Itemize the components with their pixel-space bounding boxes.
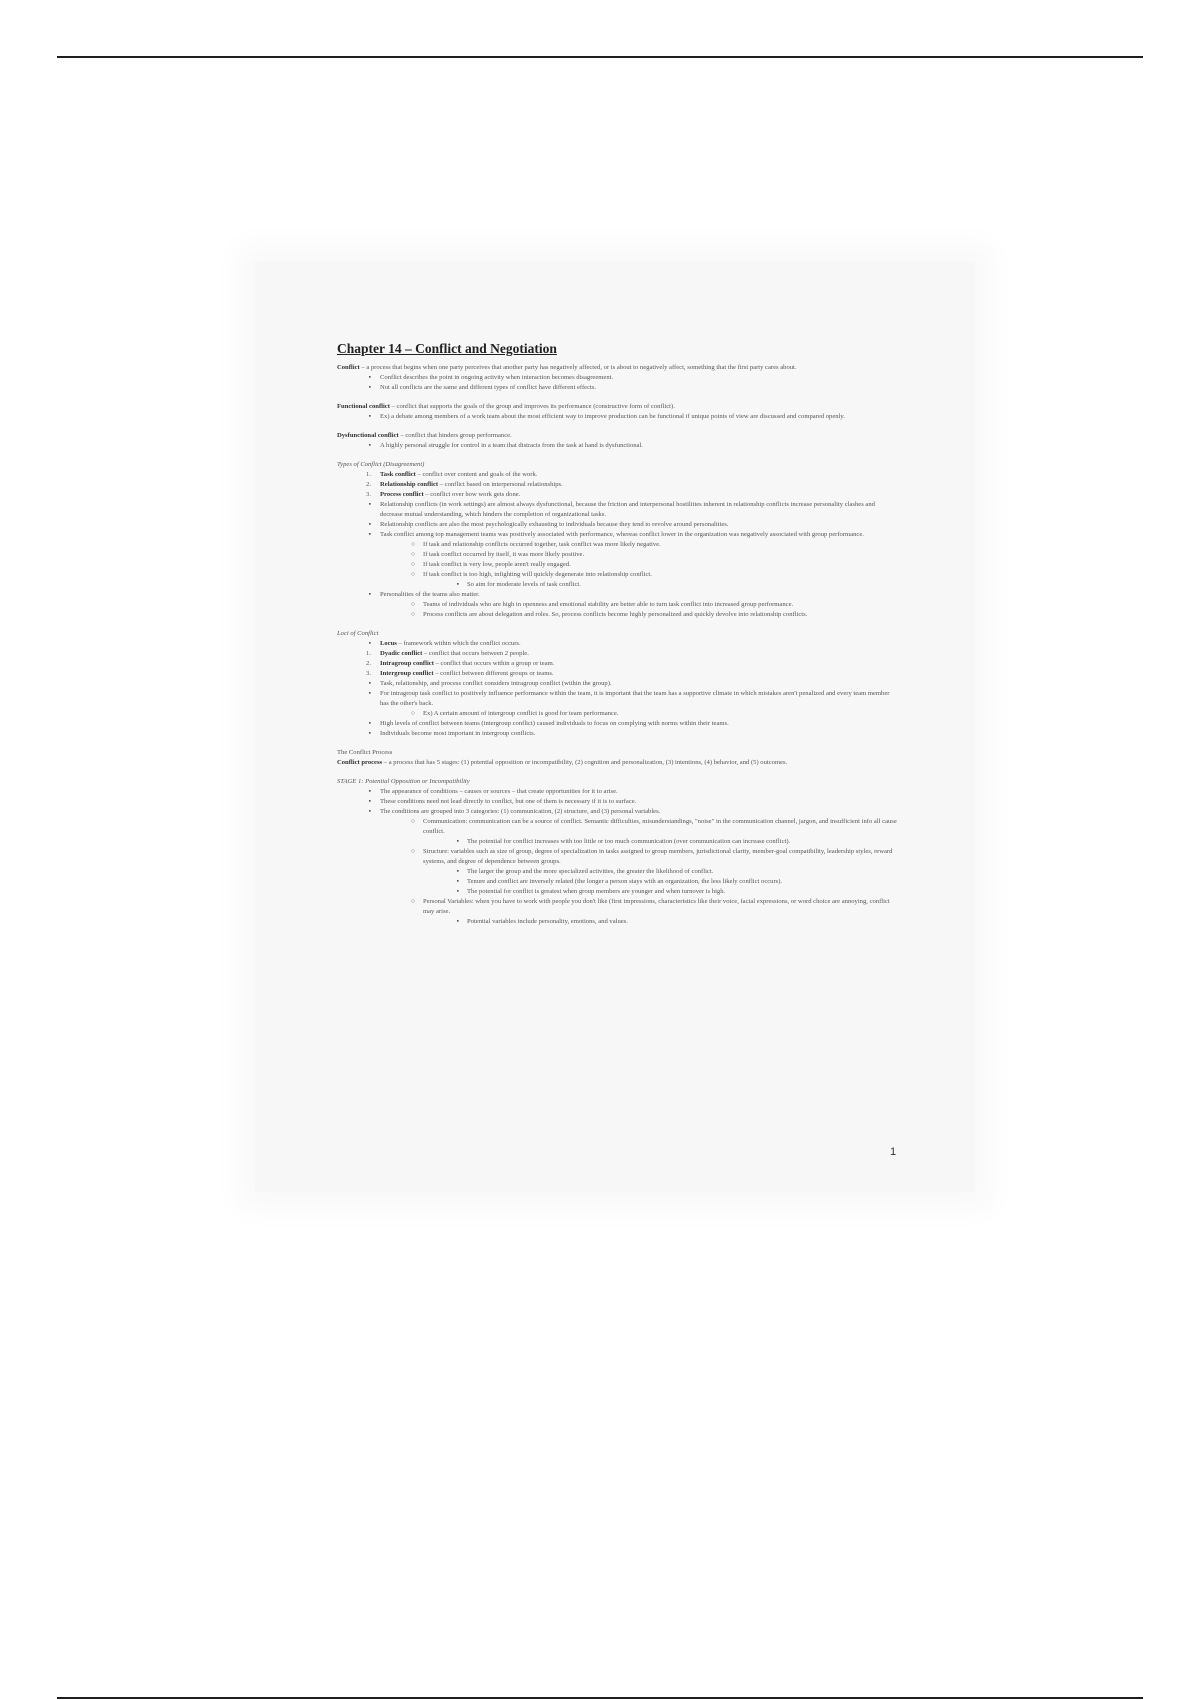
definition-paragraph — [337, 402, 897, 412]
item-text: These conditions need not lead directly to conflict, but one of them is necessary if it is to surface. — [380, 798, 637, 805]
list-marker: 1. — [366, 471, 371, 478]
item-text: If task and relationship conflicts occurred together, task conflict was more likely negative. — [423, 541, 661, 548]
term: Intergroup conflict — [380, 670, 434, 677]
list-marker: ▪ — [368, 501, 371, 508]
item-text: Potential variables include personality, emotions, and values. — [467, 918, 628, 925]
list-item — [337, 867, 897, 877]
list-item — [337, 470, 897, 480]
list-item — [337, 530, 897, 540]
item-text: The potential for conflict increases with too little or too much communication (over communication can increase conflict). — [467, 838, 791, 845]
list-item — [337, 669, 897, 679]
definition-paragraph — [337, 363, 897, 373]
list-item — [337, 797, 897, 807]
item-text: High levels of conflict between teams (intergroup conflict) caused individuals to focus on complying with norms within their teams. — [380, 720, 729, 727]
list-item — [337, 520, 897, 530]
bottom-rule — [57, 1697, 1143, 1699]
list-item — [337, 709, 897, 719]
item-text: – conflict that supports the goals of the group and improves its performance (constructive form of conflict). — [389, 403, 675, 410]
list-item — [337, 580, 897, 590]
list-marker: 2. — [366, 481, 371, 488]
list-marker: 3. — [366, 670, 371, 677]
list-marker: ▪ — [456, 581, 459, 588]
list-marker: ▪ — [368, 680, 371, 687]
list-item — [337, 441, 897, 451]
item-text: Communication: communication can be a source of conflict. Semantic difficulties, misunderstandings, "noise" in the communication channel, jargon, and insufficient info all cause conflict. — [423, 818, 897, 835]
term: Dyadic conflict — [380, 650, 423, 657]
list-marker: ▪ — [368, 640, 371, 647]
item-text: – framework within which the conflict occurs. — [396, 640, 521, 647]
item-text: A highly personal struggle for control in a team that distracts from the task at hand is dysfunctional. — [380, 442, 643, 449]
list-marker: ○ — [411, 551, 415, 558]
list-marker: ▪ — [368, 690, 371, 697]
list-marker: ○ — [411, 818, 415, 825]
list-item — [337, 490, 897, 500]
term: Task conflict — [380, 471, 416, 478]
term: Functional conflict — [337, 403, 390, 410]
list-marker: ▪ — [368, 730, 371, 737]
item-text: – conflict between different groups or teams. — [433, 670, 554, 677]
term: Conflict process — [337, 759, 383, 766]
list-marker: ▪ — [456, 888, 459, 895]
item-text: – conflict that occurs within a group or team. — [433, 660, 555, 667]
list-item — [337, 917, 897, 927]
item-text: Individuals become most important in intergroup conflicts. — [380, 730, 536, 737]
item-text: Ex) A certain amount of intergroup conflict is good for team performance. — [423, 710, 619, 717]
list-item — [337, 500, 897, 520]
section-heading: The Conflict Process — [337, 749, 393, 756]
item-text: If task conflict is too high, infighting will quickly degenerate into relationship conflict. — [423, 571, 652, 578]
list-marker: 1. — [366, 650, 371, 657]
item-text: Structure: variables such as size of group, degree of specialization in tasks assigned to group members, jurisdictional clarity, member-goal compatibility, leadership styles, reward systems, and degree of dependence between groups. — [423, 848, 893, 865]
list-item — [337, 689, 897, 709]
list-item — [337, 679, 897, 689]
paragraph-gap — [337, 768, 897, 777]
list-marker: ○ — [411, 611, 415, 618]
item-text: Relationship conflicts are also the most psychologically exhausting to individuals because they tend to revolve around personalities. — [380, 521, 729, 528]
list-item — [337, 649, 897, 659]
item-text: The appearance of conditions – causes or sources – that create opportunities for it to arise. — [380, 788, 618, 795]
list-marker: ○ — [411, 710, 415, 717]
list-item — [337, 610, 897, 620]
item-text: – conflict over content and goals of the work. — [415, 471, 538, 478]
list-marker: ○ — [411, 571, 415, 578]
list-marker: ▪ — [456, 918, 459, 925]
section-heading: Loci of Conflict — [337, 630, 379, 637]
term: Process conflict — [380, 491, 424, 498]
definition-paragraph — [337, 758, 897, 768]
page-number: 1 — [890, 1146, 897, 1158]
list-item — [337, 887, 897, 897]
list-marker: ▪ — [456, 868, 459, 875]
section-heading: STAGE 1: Potential Opposition or Incompatibility — [337, 778, 470, 785]
list-marker: ○ — [411, 601, 415, 608]
item-text: – conflict over how work gets done. — [423, 491, 521, 498]
item-text: If task conflict occurred by itself, it was more likely positive. — [423, 551, 585, 558]
item-text: So aim for moderate levels of task conflict. — [467, 581, 581, 588]
list-marker: ▪ — [456, 878, 459, 885]
list-marker: ○ — [411, 541, 415, 548]
list-marker: ▪ — [368, 808, 371, 815]
list-marker: ▪ — [368, 798, 371, 805]
term: Locus — [380, 640, 397, 647]
item-text: The larger the group and the more specialized activities, the greater the likelihood of conflict. — [467, 868, 714, 875]
item-text: Process conflicts are about delegation and roles. So, process conflicts become highly personalized and quickly devolve into relationship conflicts. — [423, 611, 808, 618]
list-item — [337, 877, 897, 887]
item-text: Task conflict among top management teams was positively associated with performance, whereas conflict lower in the organization was negatively associated with group performance. — [380, 531, 864, 538]
item-text: Conflict describes the point in ongoing activity when interaction becomes disagreement. — [380, 374, 614, 381]
paragraph-gap — [337, 422, 897, 431]
paragraph-gap — [337, 393, 897, 402]
page-title: Chapter 14 – Conflict and Negotiation — [337, 341, 557, 356]
item-text: The potential for conflict is greatest when group members are younger and when turnover is high. — [467, 888, 726, 895]
list-item — [337, 412, 897, 422]
list-item — [337, 383, 897, 393]
list-item — [337, 719, 897, 729]
item-text: Task, relationship, and process conflict considers intragroup conflict (within the group). — [380, 680, 612, 687]
list-item — [337, 847, 897, 867]
document-page — [337, 340, 897, 927]
paragraph-gap — [337, 620, 897, 629]
item-text: Relationship conflicts (in work settings) are almost always dysfunctional, because the friction and interpersonal hostilities inherent in relationship conflicts increase personality clashes and decrease mutual understanding, which hinders the completion of organizational tasks. — [380, 501, 875, 518]
list-marker: ▪ — [368, 413, 371, 420]
list-marker: ▪ — [368, 531, 371, 538]
list-item — [337, 807, 897, 817]
term: Intragroup conflict — [380, 660, 434, 667]
list-item — [337, 729, 897, 739]
item-text: – conflict that occurs between 2 people. — [422, 650, 529, 657]
item-text: The conditions are grouped into 3 categories: (1) communication, (2) structure, and (3) personal variables. — [380, 808, 661, 815]
item-text: – conflict based on interpersonal relationships. — [438, 481, 563, 488]
list-marker: ▪ — [368, 521, 371, 528]
list-marker: ▪ — [368, 591, 371, 598]
item-text: Not all conflicts are the same and different types of conflict have different effects. — [380, 384, 597, 391]
list-item — [337, 550, 897, 560]
paragraph-gap — [337, 739, 897, 748]
term: Conflict — [337, 364, 360, 371]
list-marker: ▪ — [368, 384, 371, 391]
list-marker: ▪ — [456, 838, 459, 845]
list-item — [337, 817, 897, 837]
item-text: – a process that begins when one party perceives that another party has negatively affected, or is about to negatively affect, something that the first party cares about. — [359, 364, 797, 371]
list-marker: ○ — [411, 561, 415, 568]
list-marker: ▪ — [368, 374, 371, 381]
list-item — [337, 373, 897, 383]
list-marker: ▪ — [368, 720, 371, 727]
list-item — [337, 600, 897, 610]
list-marker: ○ — [411, 898, 415, 905]
list-item — [337, 560, 897, 570]
item-text: If task conflict is very low, people aren't really engaged. — [423, 561, 571, 568]
top-rule — [57, 56, 1143, 58]
term: Relationship conflict — [380, 481, 439, 488]
list-marker: 3. — [366, 491, 371, 498]
item-text: – conflict that hinders group performance. — [398, 432, 512, 439]
list-item — [337, 787, 897, 797]
list-item — [337, 897, 897, 917]
list-marker: 2. — [366, 660, 371, 667]
definition-paragraph — [337, 431, 897, 441]
item-text: Ex) a debate among members of a work team about the most efficient way to improve production can be functional if unique points of view are discussed and compared openly. — [380, 413, 845, 420]
list-item — [337, 837, 897, 847]
list-marker: ○ — [411, 848, 415, 855]
list-marker: ▪ — [368, 442, 371, 449]
item-text: Personal Variables: when you have to work with people you don't like (first impressions, characteristics like their voice, facial expressions, or word choice are annoying, conflict may arise. — [423, 898, 890, 915]
list-marker: ▪ — [368, 788, 371, 795]
list-item — [337, 540, 897, 550]
item-text: – a process that has 5 stages: (1) potential opposition or incompatibility, (2) cognition and personalization, (3) intentions, (4) behavior, and (5) outcomes. — [382, 759, 788, 766]
paragraph-gap — [337, 451, 897, 460]
list-item — [337, 480, 897, 490]
item-text: Teams of individuals who are high in openness and emotional stability are better able to turn task conflict into increased group performance. — [423, 601, 794, 608]
item-text: For intragroup task conflict to positively influence performance within the team, it is important that the team has a supportive climate in which mistakes aren't penalized and every team member has the other's back. — [380, 690, 890, 707]
list-item — [337, 590, 897, 600]
term: Dysfunctional conflict — [337, 432, 399, 439]
item-text: Personalities of the teams also matter. — [380, 591, 480, 598]
section-heading: Types of Conflict (Disagreement) — [337, 461, 425, 468]
list-item — [337, 570, 897, 580]
item-text: Tenure and conflict are inversely related (the longer a person stays with an organization, the less likely conflict occurs). — [467, 878, 783, 885]
list-item — [337, 639, 897, 649]
list-item — [337, 659, 897, 669]
